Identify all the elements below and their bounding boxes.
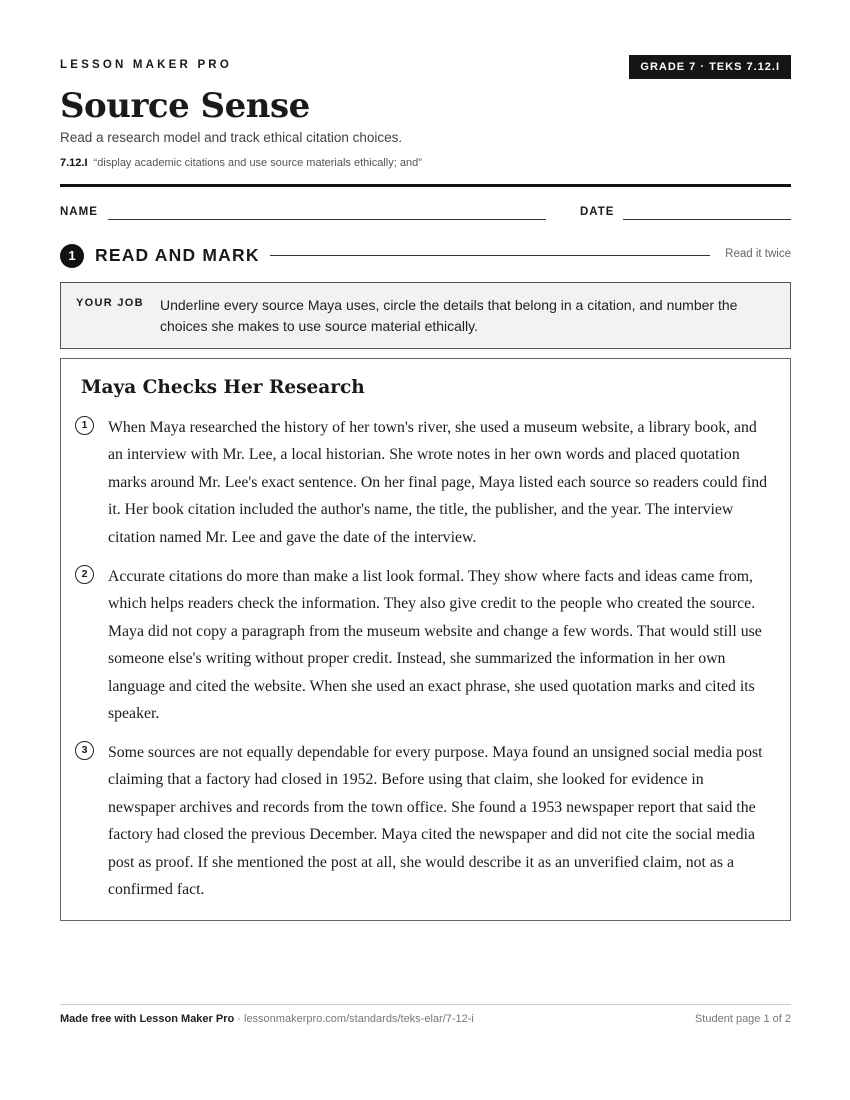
instructions-text: Underline every source Maya uses, circle the details that belong in a citation, and number the choices she makes to use source material ethically.: [160, 297, 738, 334]
standard-text: “display academic citations and use source materials ethically; and”: [93, 157, 422, 169]
page-subtitle: Read a research model and track ethical citation choices.: [60, 130, 403, 145]
paragraph-text: When Maya researched the history of her town's river, she used a museum website, a library book, and an interview with Mr. Lee, a local historian. She wrote notes in her own words and placed quotation marks around Mr. Lee's exact sentence. On her final page, Maya listed each source so readers could find it. Her book citation included the author's name, the title, the publisher, and the year. The interview citation named Mr. Lee and gave the date of the interview.: [108, 419, 768, 546]
paragraph-number: 2: [75, 565, 94, 584]
section-header: [60, 243, 791, 269]
name-date-row: [60, 204, 791, 224]
passage-title: Maya Checks Her Research: [81, 377, 365, 398]
footer-page-number: Student page 1 of 2: [694, 1013, 791, 1025]
name-label: NAME: [60, 206, 98, 218]
section-divider: [270, 255, 710, 256]
name-field[interactable]: [108, 219, 546, 220]
section-number-badge: 1: [60, 244, 84, 268]
brand-name: LESSON MAKER PRO: [60, 59, 232, 71]
footer-credit: [60, 1013, 474, 1025]
top-bar: [60, 55, 791, 81]
paragraph-number: 3: [75, 741, 94, 760]
footer-made-with: Made free with Lesson Maker Pro: [60, 1013, 235, 1025]
standard-code: 7.12.I: [60, 157, 88, 169]
section-title: READ AND MARK: [95, 245, 260, 265]
reading-passage: [60, 358, 791, 921]
footer-url[interactable]: · lessonmakerpro.com/standards/teks-elar/7-12-i: [234, 1013, 474, 1025]
instructions-label: YOUR JOB: [76, 297, 144, 309]
grade-badge: GRADE 7 · TEKS 7.12.I: [629, 55, 791, 79]
paragraph-number: 1: [75, 416, 94, 435]
instructions-box: [60, 282, 791, 349]
date-label: DATE: [580, 206, 615, 218]
section-note: Read it twice: [725, 248, 791, 260]
date-field[interactable]: [623, 219, 791, 220]
standard-line: [60, 157, 422, 169]
paragraph-text: Some sources are not equally dependable for every purpose. Maya found an unsigned social media post claiming that a factory had closed in 1952. Before using that claim, she looked for evidence in newspaper archives and records from the town office. She found a 1953 newspaper report that said the factory had closed the previous December. Maya cited the newspaper and did not cite the social media post as proof. If she mentioned the post at all, she would describe it as an unverified claim, not as a confirmed fact.: [108, 744, 763, 899]
footer-divider: [60, 1004, 791, 1005]
header-divider: [60, 184, 791, 187]
page-title: Source Sense: [60, 86, 310, 126]
paragraph-text: Accurate citations do more than make a list look formal. They show where facts and ideas came from, which helps readers check the information. They also give credit to the people who created the source. Maya did not copy a paragraph from the museum website and change a few words. That would still use someone else's writing without proper credit. Instead, she summarized the information in her own language and cited the website. When she used an exact phrase, she used quotation marks and cited its speaker.: [108, 568, 762, 723]
